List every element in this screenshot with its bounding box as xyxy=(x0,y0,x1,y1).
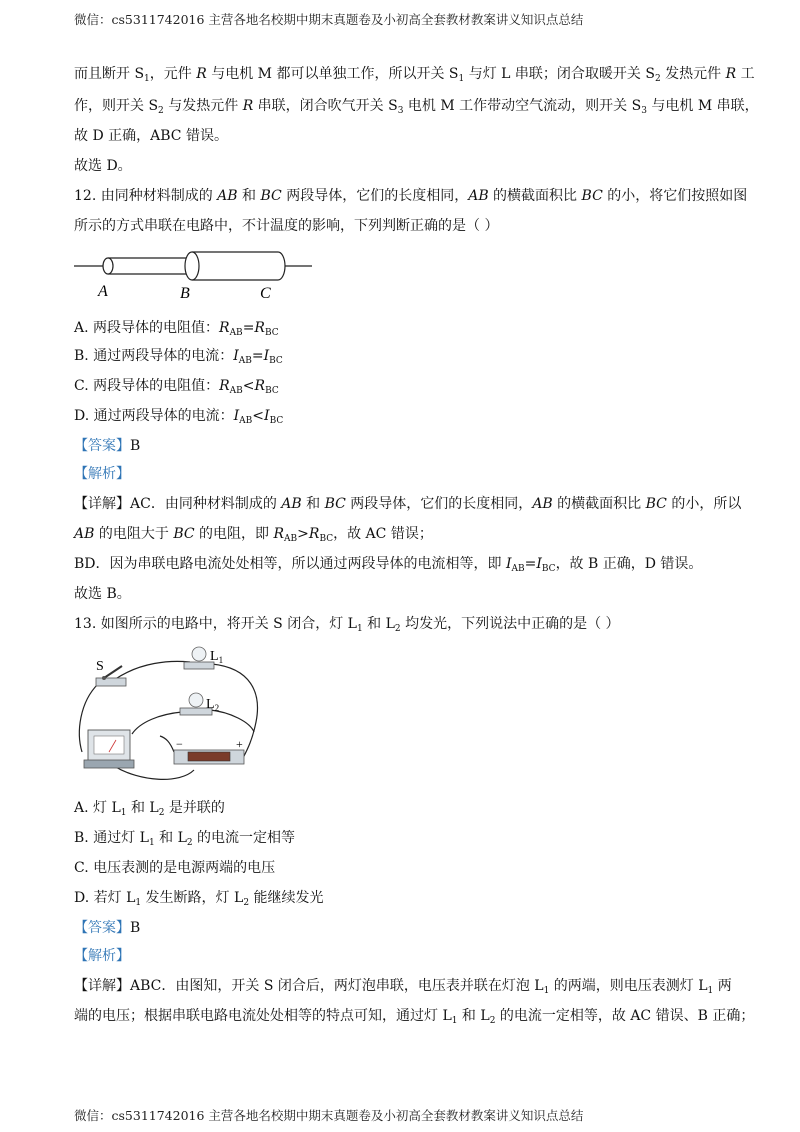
switch-label: S xyxy=(96,659,104,674)
q13-stem: 13. 如图所示的电路中，将开关 S 闭合，灯 $L_1$ 和 $L_2$ 均发光，下列说法中正确的是（ ） xyxy=(74,616,620,634)
q12-detail-2: AB 的电阻大于 BC 的电阻，即 $R_{AB}>R_{BC}$，故 AC 错误； xyxy=(74,526,433,544)
q13-answer: 【答案】B xyxy=(74,920,141,936)
battery-minus: − xyxy=(176,737,183,751)
q13-option-b: B. 通过灯 $L_1$ 和 $L_2$ 的电流一定相等 xyxy=(74,830,296,848)
q12-option-c: C. 两段导体的电阻值：$R_{AB}<R_{BC}$ xyxy=(74,378,279,396)
label-c: C xyxy=(260,285,271,302)
conductor-figure xyxy=(70,248,320,304)
page-footer: 微信：cs5311742016 主营各地名校期中期末真题卷及小初高全套教材教案讲义知识点总结 xyxy=(74,1108,584,1123)
q12-detail-4: 故选 B。 xyxy=(74,586,131,602)
q12-option-a: A. 两段导体的电阻值：$R_{AB}=R_{BC}$ xyxy=(74,320,279,338)
q12-stem-2: 所示的方式串联在电路中，不计温度的影响，下列判断正确的是（ ） xyxy=(74,218,499,234)
label-a: A xyxy=(98,283,108,300)
battery-plus: + xyxy=(236,737,243,751)
q13-analysis-label: 【解析】 xyxy=(74,948,130,964)
page-header: 微信：cs5311742016 主营各地名校期中期末真题卷及小初高全套教材教案讲义知识点总结 xyxy=(74,12,584,27)
q12-answer: 【答案】B xyxy=(74,438,141,454)
q13-option-c: C. 电压表测的是电源两端的电压 xyxy=(74,860,276,876)
lamp-l2-label: $L_2$ xyxy=(206,697,220,713)
q13-option-a: A. 灯 $L_1$ 和 $L_2$ 是并联的 xyxy=(74,800,225,818)
q12-analysis-label: 【解析】 xyxy=(74,466,130,482)
label-b: B xyxy=(180,285,190,302)
intro-line-4: 故选 D。 xyxy=(74,158,132,174)
intro-line-1: 而且断开 $S_1$，元件 R 与电机 M 都可以单独工作，所以开关 $S_1$ 与灯 L 串联；闭合取暖开关 $S_2$ 发热元件 R 工 xyxy=(74,66,755,84)
q12-stem-1: 12. 由同种材料制成的 AB 和 BC 两段导体，它们的长度相同，AB 的横截面积比 BC 的小，将它们按照如图 xyxy=(74,188,748,204)
intro-line-2: 作，则开关 $S_2$ 与发热元件 R 串联，闭合吹气开关 $S_3$ 电机 M 工作带动空气流动，则开关 $S_3$ 与电机 M 串联， xyxy=(74,98,759,116)
lamp-l2-bulb xyxy=(189,693,203,707)
q13-detail-1: 【详解】ABC．由图知，开关 S 闭合后，两灯泡串联，电压表并联在灯泡 $L_1$ 的两端，则电压表测灯 $L_1$ 两 xyxy=(74,978,732,996)
lamp-l1-bulb xyxy=(192,647,206,661)
switch-base xyxy=(96,678,126,686)
circuit-figure xyxy=(70,642,270,788)
q12-option-d: D. 通过两段导体的电流：$I_{AB}<I_{BC}$ xyxy=(74,408,284,426)
intro-line-3: 故 D 正确，ABC 错误。 xyxy=(74,128,228,144)
lamp-l1-label: $L_1$ xyxy=(210,649,224,665)
q13-detail-2: 端的电压；根据串联电路电流处处相等的特点可知，通过灯 $L_1$ 和 $L_2$ 的电流一定相等，故 AC 错误、B 正确； xyxy=(74,1008,755,1026)
q13-option-d: D. 若灯 $L_1$ 发生断路，灯 $L_2$ 能继续发光 xyxy=(74,890,324,908)
q12-option-b: B. 通过两段导体的电流：$I_{AB}=I_{BC}$ xyxy=(74,348,283,366)
q12-detail-3: BD．因为串联电路电流处处相等，所以通过两段导体的电流相等，即 $I_{AB}=I_{BC}$，故 B 正确，D 错误。 xyxy=(74,556,703,574)
q12-detail-1: 【详解】AC．由同种材料制成的 AB 和 BC 两段导体，它们的长度相同，AB 的横截面积比 BC 的小，所以 xyxy=(74,496,742,512)
battery-cell xyxy=(188,752,230,761)
